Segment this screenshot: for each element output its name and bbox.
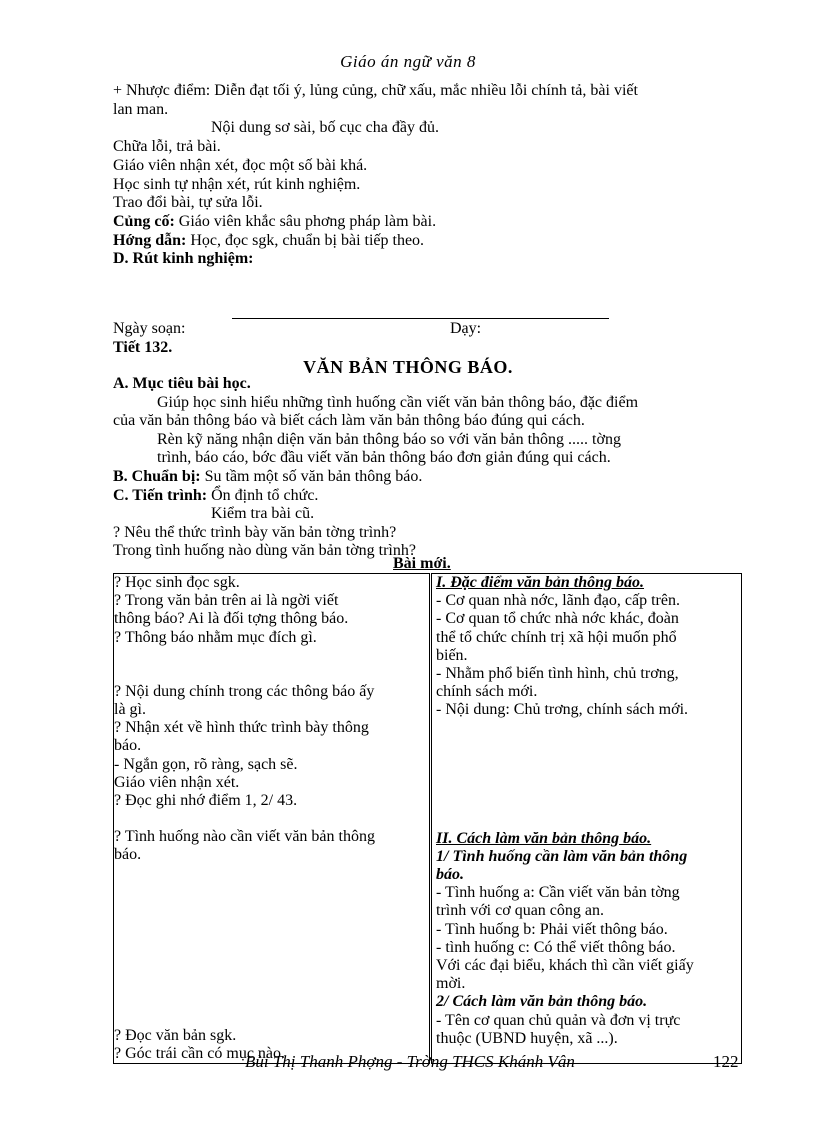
text-line: Nội dung sơ sài, bố cục cha đầy đủ. <box>211 119 439 137</box>
table-line: - Nội dung: Chủ trơng, chính sách mới. <box>436 701 689 719</box>
cungco-text: Giáo viên khắc sâu phơng pháp làm bài. <box>174 212 437 230</box>
table-line: trình với cơ quan công an. <box>436 902 604 920</box>
text-line: Trong tình huống nào dùng văn bản tờng trình? <box>113 542 416 560</box>
text-line: của văn bản thông báo và biết cách làm văn bản thông báo đúng qui cách. <box>113 412 585 430</box>
page-header: Giáo án ngữ văn 8 <box>340 52 476 71</box>
cungco-label: Củng cố: <box>113 212 175 230</box>
text-line: Trao đổi bài, tự sửa lỗi. <box>113 194 263 212</box>
table-line: - Ngắn gọn, rõ ràng, sạch sẽ. <box>114 755 298 773</box>
ngay-soan-label: Ngày soạn: <box>113 320 186 337</box>
table-line: - Tên cơ quan chủ quản và đơn vị trực <box>436 1011 681 1029</box>
content-column <box>431 574 742 1064</box>
table-line: biến. <box>436 646 468 664</box>
page-footer: Bùi Thị Thanh Phợng - Trờng THCS Khánh Vân <box>245 1052 575 1071</box>
huongdan-label: Hớng dẫn: <box>113 231 187 249</box>
text-line: + Nhược điểm: Diễn đạt tối ý, lủng củng, chữ xấu, mắc nhiều lỗi chính tả, bài viết <box>113 82 638 99</box>
section-ii-heading: II. Cách làm văn bản thông báo. <box>436 829 652 847</box>
section-b-line <box>113 468 753 487</box>
lesson-title: VĂN BẢN THÔNG BÁO. <box>303 357 513 377</box>
day-label: Dạy: <box>450 320 482 337</box>
text-line: trình, báo cáo, bớc đầu viết văn bản thông báo đơn giản đúng qui cách. <box>157 449 611 467</box>
table-line: báo. <box>114 846 142 864</box>
text-line: Giúp học sinh hiểu những tình huống cần viết văn bản thông báo, đặc điểm <box>157 393 639 411</box>
section-a-heading: A. Mục tiêu bài học. <box>113 375 251 392</box>
text-line: Giáo viên nhận xét, đọc một số bài khá. <box>113 156 368 174</box>
table-line: là gì. <box>114 701 146 719</box>
huongdan-line <box>113 232 753 251</box>
table-line: ? Tình huống nào cần viết văn bản thông <box>114 828 375 846</box>
table-line: - tình huống c: Có thể viết thông báo. <box>436 938 676 956</box>
intro-section <box>113 82 753 269</box>
section-c-text: Ổn định tổ chức. <box>207 486 319 504</box>
text-line: Rèn kỹ năng nhận diện văn bản thông báo so với văn bản thông ..... tờng <box>157 430 621 448</box>
section-c-heading: C. Tiến trình: <box>113 486 208 504</box>
table-line: ? Thông báo nhằm mục đích gì. <box>114 628 317 646</box>
objectives-section <box>113 375 753 561</box>
table-line: Giáo viên nhận xét. <box>114 773 240 791</box>
lesson-table <box>113 573 742 1064</box>
text-line: lan man. <box>113 100 169 118</box>
table-line: - Tình huống b: Phải viết thông báo. <box>436 920 668 938</box>
huongdan-text: Học, đọc sgk, chuẩn bị bài tiếp theo. <box>186 231 425 249</box>
table-line: chính sách mới. <box>436 683 538 701</box>
rut-kinh-nghiem-heading: D. Rút kinh nghiệm: <box>113 250 254 268</box>
text-line: ? Nêu thể thức trình bày văn bản tờng trình? <box>113 523 397 541</box>
lesson-number: Tiết 132. <box>113 339 173 356</box>
page-number: 122 <box>713 1052 739 1071</box>
table-line: ? Nội dung chính trong các thông báo ấy <box>114 682 375 700</box>
subsection-1-heading: 1/ Tình huống cần làm văn bản thông <box>436 847 688 865</box>
table-line: ? Đọc văn bản sgk. <box>114 1026 237 1044</box>
text-line: Kiểm tra bài cũ. <box>211 505 315 523</box>
bai-moi-heading: Bài mới. <box>393 555 451 572</box>
text-line: Chữa lỗi, trả bài. <box>113 138 221 156</box>
table-line: ? Góc trái cần có mục nào. <box>114 1044 286 1062</box>
subsection-2-heading: 2/ Cách làm văn bản thông báo. <box>436 993 648 1011</box>
table-line: - Tình huống a: Cần viết văn bản tờng <box>436 884 680 902</box>
table-line: thể tổ chức chính trị xã hội muốn phổ <box>436 628 677 646</box>
table-line: - Nhằm phổ biến tình hình, chủ trơng, <box>436 665 679 683</box>
section-b-text: Su tầm một số văn bản thông báo. <box>200 467 423 485</box>
table-line: ? Đọc ghi nhớ điểm 1, 2/ 43. <box>114 792 298 810</box>
table-row <box>114 574 742 1064</box>
teacher-questions-column <box>114 574 431 1064</box>
section-c-line <box>113 487 753 506</box>
section-b-heading: B. Chuẩn bị: <box>113 467 201 485</box>
separator-rule <box>232 318 609 319</box>
table-line: thuộc (UBND huyện, xã ...). <box>436 1029 618 1047</box>
text-line: Học sinh tự nhận xét, rút kinh nghiệm. <box>113 175 361 193</box>
table-line: - Cơ quan nhà nớc, lãnh đạo, cấp trên. <box>436 592 680 610</box>
table-line: mời. <box>436 975 466 993</box>
table-line: Với các đại biểu, khách thì cần viết giấy <box>436 957 694 975</box>
table-line: ? Học sinh đọc sgk. <box>114 574 240 591</box>
subsection-1-heading-cont: báo. <box>436 866 464 884</box>
table-line: ? Nhận xét về hình thức trình bày thông <box>114 719 369 737</box>
table-line: báo. <box>114 737 142 755</box>
section-i-heading: I. Đặc điểm văn bản thông báo. <box>436 574 645 591</box>
cungco-line <box>113 213 753 232</box>
table-line: - Cơ quan tổ chức nhà nớc khác, đoàn <box>436 610 679 628</box>
table-line: thông báo? Ai là đối tợng thông báo. <box>114 610 349 628</box>
table-line: ? Trong văn bản trên ai là ngời viết <box>114 592 339 610</box>
